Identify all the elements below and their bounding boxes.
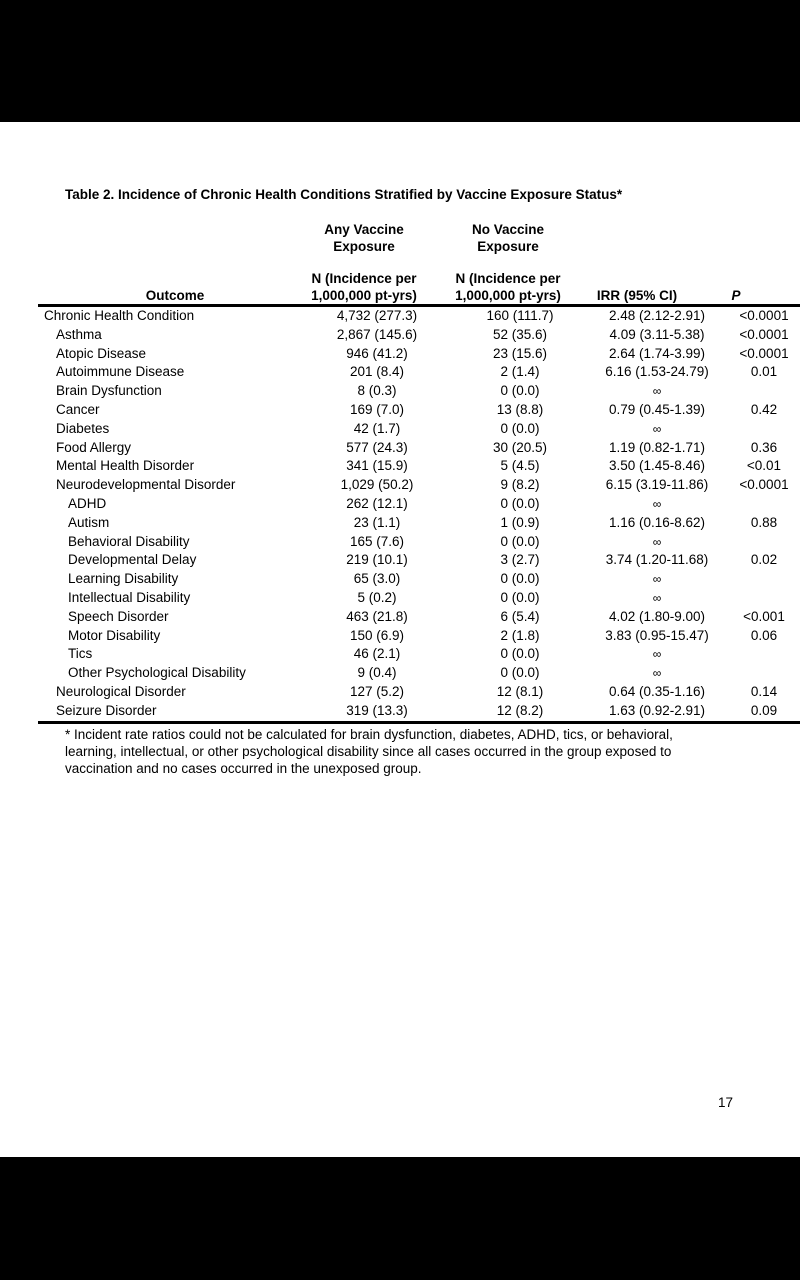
no-vaccine-cell: 160 (111.7) [486,308,554,323]
any-vaccine-cell: 2,867 (145.6) [336,326,418,342]
p-value-cell: <0.0001 [739,308,789,323]
any-vaccine-cell: 946 (41.2) [346,345,408,361]
header-any-vaccine-line1: Any Vaccine [324,222,404,237]
no-vaccine-cell: 0 (0.0) [500,646,540,662]
outcome-cell: Learning Disability [68,571,179,587]
outcome-cell: Food Allergy [56,439,132,455]
p-value-cell: <0.0001 [739,326,789,342]
outcome-cell: Cancer [56,401,100,417]
irr-cell: 1.16 (0.16-8.62) [608,514,706,530]
any-vaccine-cell: 23 (1.1) [353,514,401,530]
irr-cell: ∞ [652,421,662,436]
header-any-n-line2: 1,000,000 pt-yrs) [311,288,417,303]
outcome-cell: ADHD [68,495,107,511]
p-value-cell [722,664,800,683]
p-value-cell: <0.001 [743,608,785,624]
header-no-vaccine-line2: Exposure [477,239,539,254]
table-row [38,401,800,420]
any-vaccine-cell: 463 (21.8) [346,608,408,624]
table-row [38,533,800,552]
irr-cell: 1.63 (0.92-2.91) [608,702,706,718]
p-value-cell: <0.0001 [739,345,789,361]
irr-cell: 2.64 (1.74-3.99) [608,345,706,361]
no-vaccine-cell: 5 (4.5) [500,458,540,474]
table-row [38,514,800,533]
p-value-cell: <0.0001 [739,477,789,493]
irr-cell: 0.64 (0.35-1.16) [608,683,706,699]
no-vaccine-cell: 23 (15.6) [492,345,548,361]
page-number: 17 [718,1095,734,1110]
outcome-cell: Motor Disability [68,627,161,643]
outcome-cell: Asthma [56,326,102,342]
header-no-n-line1: N (Incidence per [455,271,561,286]
outcome-cell: Chronic Health Condition [44,308,195,323]
outcome-cell: Other Psychological Disability [68,665,246,681]
no-vaccine-cell: 0 (0.0) [500,589,540,605]
table-row [38,457,800,476]
p-value-cell: 0.42 [750,401,778,417]
no-vaccine-cell: 6 (5.4) [500,608,540,624]
irr-cell: 6.16 (1.53-24.79) [605,364,709,380]
any-vaccine-cell: 165 (7.6) [349,533,405,549]
table-row [38,664,800,683]
any-vaccine-cell: 262 (12.1) [346,495,408,511]
table-row [38,420,800,439]
p-value-cell [722,645,800,664]
outcome-cell: Brain Dysfunction [56,383,162,399]
outcome-cell: Intellectual Disability [68,589,191,605]
p-value-cell: <0.01 [746,458,782,474]
header-any-n-line1: N (Incidence per [311,271,417,286]
no-vaccine-cell: 12 (8.2) [496,702,544,718]
table-row [38,645,800,664]
p-value-cell: 0.02 [750,552,778,568]
outcome-cell: Seizure Disorder [56,702,157,718]
p-value-cell: 0.01 [750,364,778,380]
table-row [38,608,800,627]
table-row [38,439,800,458]
any-vaccine-cell: 219 (10.1) [346,552,408,568]
outcome-cell: Atopic Disease [56,345,147,361]
header-any-vaccine-group [312,221,416,255]
table-row [38,345,800,364]
table-row [38,627,800,646]
p-value-cell: 0.36 [750,439,778,455]
table-row [38,326,800,345]
irr-cell: 3.74 (1.20-11.68) [605,552,709,568]
table-row [38,382,800,401]
header-any-vaccine-line2: Exposure [333,239,395,254]
any-vaccine-cell: 201 (8.4) [349,364,405,380]
any-vaccine-cell: 5 (0.2) [357,589,397,605]
outcome-cell: Tics [68,646,93,662]
table-body [38,307,800,721]
header-irr: IRR (95% CI) [596,288,678,303]
outcome-cell: Mental Health Disorder [56,458,195,474]
no-vaccine-cell: 0 (0.0) [500,533,540,549]
any-vaccine-cell: 65 (3.0) [353,571,401,587]
table-row [38,495,800,514]
footnote: * Incident rate ratios could not be calculated for brain dysfunction, diabetes, ADHD, tics, or behavioral, learning, intellectual, or other psychological disability since all cases occurred in the group exposed to vaccination and no cases occurred in the unexposed group. [65,727,673,776]
table-row [38,589,800,608]
any-vaccine-cell: 9 (0.4) [357,665,397,681]
any-vaccine-cell: 169 (7.0) [349,401,405,417]
table-row [38,570,800,589]
header-no-n-line2: 1,000,000 pt-yrs) [455,288,561,303]
table-row [38,476,800,495]
outcome-cell: Autism [68,514,110,530]
outcome-cell: Diabetes [56,420,110,436]
no-vaccine-cell: 0 (0.0) [500,665,540,681]
irr-cell: 2.48 (2.12-2.91) [608,308,706,323]
data-table [38,307,800,721]
p-value-cell: 0.09 [750,702,778,718]
any-vaccine-cell: 1,029 (50.2) [340,477,414,493]
no-vaccine-cell: 52 (35.6) [492,326,548,342]
header-no-n [442,270,574,304]
table-row [38,363,800,382]
header-no-vaccine-line1: No Vaccine [471,222,545,237]
p-value-cell: 0.88 [750,514,778,530]
no-vaccine-cell: 0 (0.0) [500,383,540,399]
no-vaccine-cell: 1 (0.9) [500,514,540,530]
irr-cell: 3.83 (0.95-15.47) [605,627,709,643]
outcome-cell: Behavioral Disability [68,533,190,549]
irr-cell: ∞ [652,496,662,511]
p-value-cell: 0.06 [750,627,778,643]
irr-cell: ∞ [652,590,662,605]
no-vaccine-cell: 12 (8.1) [496,683,544,699]
outcome-cell: Neurological Disorder [56,683,186,699]
any-vaccine-cell: 577 (24.3) [346,439,408,455]
any-vaccine-cell: 42 (1.7) [353,420,401,436]
no-vaccine-cell: 9 (8.2) [500,477,540,493]
no-vaccine-cell: 13 (8.8) [496,401,544,417]
p-value-cell [722,533,800,552]
irr-cell: 4.09 (3.11-5.38) [609,326,705,342]
no-vaccine-cell: 2 (1.8) [500,627,540,643]
no-vaccine-cell: 0 (0.0) [500,495,540,511]
any-vaccine-cell: 341 (15.9) [346,458,408,474]
header-p: P [731,288,741,303]
any-vaccine-cell: 8 (0.3) [357,383,397,399]
irr-cell: ∞ [652,666,662,681]
no-vaccine-cell: 2 (1.4) [500,364,540,380]
table-row [38,702,800,721]
any-vaccine-cell: 127 (5.2) [349,683,405,699]
irr-cell: 3.50 (1.45-8.46) [608,458,706,474]
no-vaccine-cell: 0 (0.0) [500,420,540,436]
p-value-cell [722,382,800,401]
table-row [38,683,800,702]
header-no-vaccine-group [456,221,560,255]
outcome-cell: Developmental Delay [68,552,197,568]
p-value-cell [722,495,800,514]
bottom-black-bar [0,1157,800,1280]
p-value-cell [722,420,800,439]
table-row [38,307,800,326]
no-vaccine-cell: 3 (2.7) [500,552,540,568]
any-vaccine-cell: 46 (2.1) [353,646,401,662]
irr-cell: 0.79 (0.45-1.39) [608,401,706,417]
outcome-cell: Speech Disorder [68,608,169,624]
irr-cell: ∞ [652,572,662,587]
irr-cell: 4.02 (1.80-9.00) [608,608,706,624]
irr-cell: ∞ [652,384,662,399]
p-value-cell [722,570,800,589]
p-value-cell: 0.14 [750,683,778,699]
irr-cell: 6.15 (3.19-11.86) [605,477,709,493]
any-vaccine-cell: 4,732 (277.3) [336,308,418,323]
outcome-cell: Autoimmune Disease [56,364,185,380]
top-black-bar [0,0,800,122]
no-vaccine-cell: 0 (0.0) [500,571,540,587]
irr-cell: 1.19 (0.82-1.71) [608,439,706,455]
outcome-cell: Neurodevelopmental Disorder [56,477,236,493]
irr-cell: ∞ [652,647,662,662]
header-any-n [298,270,430,304]
any-vaccine-cell: 150 (6.9) [349,627,405,643]
bottom-rule [38,721,800,724]
table-title: Table 2. Incidence of Chronic Health Conditions Stratified by Vaccine Exposure Status* [65,187,623,202]
any-vaccine-cell: 319 (13.3) [346,702,408,718]
no-vaccine-cell: 30 (20.5) [492,439,548,455]
p-value-cell [722,589,800,608]
header-outcome: Outcome [145,288,205,303]
irr-cell: ∞ [652,534,662,549]
table-row [38,551,800,570]
